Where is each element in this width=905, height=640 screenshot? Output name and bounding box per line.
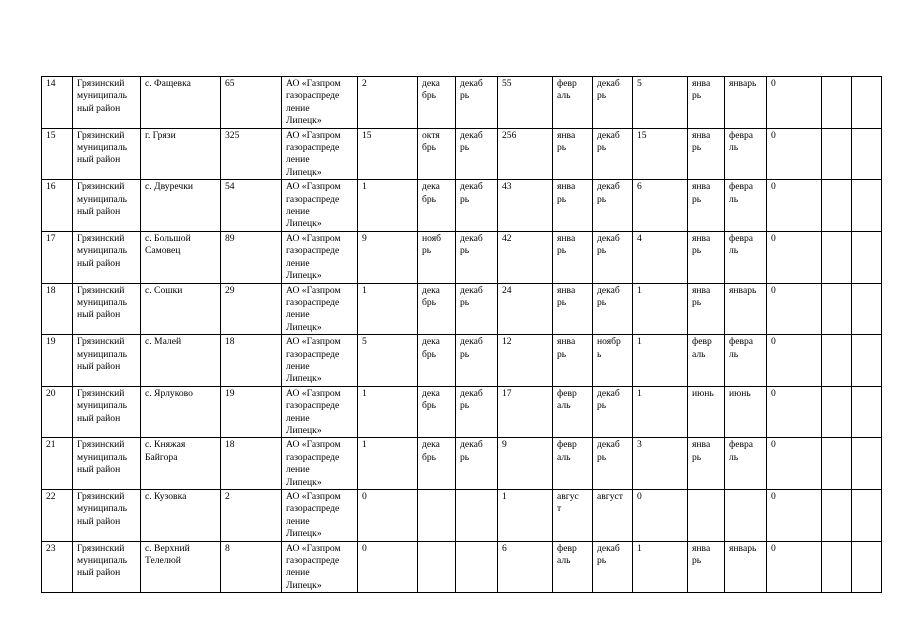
count-cell: 1 [358,283,418,335]
month-cell: янва рь [688,231,725,283]
month-cell [456,490,498,542]
empty-cell [852,490,882,542]
count-cell: 0 [767,490,822,542]
district-cell: Грязинский муниципаль ный район [73,541,141,593]
count-cell: 89 [221,231,282,283]
empty-cell [852,231,882,283]
count-cell: 3 [633,438,688,490]
organization-cell: АО «Газпром газораспреде ление Липецк» [282,231,358,283]
count-cell: 6 [633,180,688,232]
organization-cell: АО «Газпром газораспреде ление Липецк» [282,128,358,180]
organization-cell: АО «Газпром газораспреде ление Липецк» [282,438,358,490]
count-cell: 1 [498,490,553,542]
empty-cell [822,128,852,180]
locality-cell: с. Верхний Телелюй [141,541,221,593]
row-number-cell: 22 [42,490,73,542]
count-cell: 55 [498,77,553,129]
empty-cell [822,231,852,283]
month-cell: декаб рь [456,335,498,387]
month-cell: нояб рь [418,231,456,283]
locality-cell: с. Ярлуково [141,386,221,438]
count-cell: 1 [633,541,688,593]
count-cell: 54 [221,180,282,232]
empty-cell [852,541,882,593]
empty-cell [822,335,852,387]
count-cell: 9 [358,231,418,283]
month-cell: февра ль [725,335,767,387]
month-cell: декаб рь [456,180,498,232]
count-cell: 2 [221,490,282,542]
count-cell: 1 [633,386,688,438]
count-cell: 0 [767,541,822,593]
district-cell: Грязинский муниципаль ный район [73,283,141,335]
locality-cell: с. Фащевка [141,77,221,129]
table-row [42,335,882,387]
month-cell: янва рь [688,541,725,593]
locality-cell: с. Большой Самовец [141,231,221,283]
locality-cell: с. Княжая Байгора [141,438,221,490]
month-cell: янва рь [688,77,725,129]
row-number-cell: 23 [42,541,73,593]
row-number-cell: 16 [42,180,73,232]
month-cell: декаб рь [593,180,633,232]
organization-cell: АО «Газпром газораспреде ление Липецк» [282,541,358,593]
count-cell: 0 [767,231,822,283]
count-cell: 15 [633,128,688,180]
empty-cell [852,386,882,438]
count-cell: 0 [767,438,822,490]
count-cell: 5 [358,335,418,387]
month-cell: февра ль [725,438,767,490]
row-number-cell: 19 [42,335,73,387]
count-cell: 325 [221,128,282,180]
district-cell: Грязинский муниципаль ный район [73,490,141,542]
month-cell: декаб рь [593,386,633,438]
table-row [42,386,882,438]
empty-cell [852,77,882,129]
empty-cell [852,283,882,335]
count-cell: 2 [358,77,418,129]
month-cell: дека брь [418,386,456,438]
count-cell: 0 [767,283,822,335]
locality-cell: г. Грязи [141,128,221,180]
district-cell: Грязинский муниципаль ный район [73,231,141,283]
count-cell: 1 [633,335,688,387]
month-cell: январь [725,77,767,129]
table-row [42,283,882,335]
month-cell: дека брь [418,335,456,387]
locality-cell: с. Сошки [141,283,221,335]
month-cell: февр аль [553,541,593,593]
month-cell: декаб рь [456,128,498,180]
count-cell: 0 [633,490,688,542]
month-cell: октя брь [418,128,456,180]
month-cell: дека брь [418,283,456,335]
month-cell: декаб рь [456,438,498,490]
month-cell: февр аль [553,77,593,129]
month-cell: дека брь [418,77,456,129]
month-cell: янва рь [688,283,725,335]
district-cell: Грязинский муниципаль ный район [73,128,141,180]
month-cell: февр аль [553,438,593,490]
organization-cell: АО «Газпром газораспреде ление Липецк» [282,77,358,129]
district-cell: Грязинский муниципаль ный район [73,386,141,438]
count-cell: 5 [633,77,688,129]
count-cell: 1 [633,283,688,335]
table-row [42,438,882,490]
month-cell: авгус т [553,490,593,542]
table-row [42,128,882,180]
month-cell: январь [725,541,767,593]
month-cell: янва рь [688,180,725,232]
month-cell: декаб рь [593,231,633,283]
count-cell: 0 [767,335,822,387]
month-cell: декаб рь [456,231,498,283]
month-cell: дека брь [418,438,456,490]
count-cell: 29 [221,283,282,335]
month-cell: янва рь [553,180,593,232]
count-cell: 6 [498,541,553,593]
month-cell [688,490,725,542]
empty-cell [822,180,852,232]
count-cell: 18 [221,438,282,490]
month-cell: янва рь [553,128,593,180]
count-cell: 0 [767,386,822,438]
empty-cell [852,128,882,180]
empty-cell [852,438,882,490]
empty-cell [822,386,852,438]
month-cell: декаб рь [593,438,633,490]
count-cell: 0 [767,180,822,232]
row-number-cell: 17 [42,231,73,283]
count-cell: 65 [221,77,282,129]
count-cell: 1 [358,386,418,438]
month-cell: ноябр ь [593,335,633,387]
district-cell: Грязинский муниципаль ный район [73,180,141,232]
month-cell: янва рь [553,231,593,283]
month-cell [418,541,456,593]
empty-cell [852,335,882,387]
month-cell: декаб рь [456,283,498,335]
count-cell: 24 [498,283,553,335]
table-row [42,180,882,232]
gasification-table [41,76,882,593]
count-cell: 1 [358,438,418,490]
month-cell: август [593,490,633,542]
month-cell: февра ль [725,128,767,180]
month-cell: дека брь [418,180,456,232]
empty-cell [822,77,852,129]
month-cell: декаб рь [593,541,633,593]
table-row [42,231,882,283]
count-cell: 256 [498,128,553,180]
month-cell: июнь [725,386,767,438]
count-cell: 19 [221,386,282,438]
month-cell: декаб рь [593,77,633,129]
count-cell: 0 [358,541,418,593]
month-cell: декаб рь [456,77,498,129]
count-cell: 8 [221,541,282,593]
empty-cell [822,283,852,335]
month-cell: декаб рь [593,283,633,335]
count-cell: 42 [498,231,553,283]
organization-cell: АО «Газпром газораспреде ление Липецк» [282,283,358,335]
month-cell: июнь [688,386,725,438]
organization-cell: АО «Газпром газораспреде ление Липецк» [282,386,358,438]
month-cell [418,490,456,542]
month-cell: янва рь [688,128,725,180]
count-cell: 18 [221,335,282,387]
row-number-cell: 15 [42,128,73,180]
row-number-cell: 20 [42,386,73,438]
organization-cell: АО «Газпром газораспреде ление Липецк» [282,335,358,387]
table-row [42,77,882,129]
count-cell: 43 [498,180,553,232]
month-cell: февр аль [688,335,725,387]
month-cell [725,490,767,542]
table-row [42,490,882,542]
empty-cell [822,438,852,490]
empty-cell [822,490,852,542]
month-cell: декаб рь [593,128,633,180]
month-cell: декаб рь [456,386,498,438]
organization-cell: АО «Газпром газораспреде ление Липецк» [282,490,358,542]
locality-cell: с. Малей [141,335,221,387]
count-cell: 17 [498,386,553,438]
district-cell: Грязинский муниципаль ный район [73,77,141,129]
month-cell: февра ль [725,180,767,232]
table-row [42,541,882,593]
count-cell: 9 [498,438,553,490]
district-cell: Грязинский муниципаль ный район [73,335,141,387]
count-cell: 4 [633,231,688,283]
row-number-cell: 21 [42,438,73,490]
count-cell: 0 [767,77,822,129]
count-cell: 0 [767,128,822,180]
empty-cell [822,541,852,593]
month-cell: февра ль [725,231,767,283]
month-cell: январь [725,283,767,335]
row-number-cell: 18 [42,283,73,335]
count-cell: 1 [358,180,418,232]
count-cell: 0 [358,490,418,542]
month-cell: февр аль [553,386,593,438]
row-number-cell: 14 [42,77,73,129]
organization-cell: АО «Газпром газораспреде ление Липецк» [282,180,358,232]
count-cell: 15 [358,128,418,180]
district-cell: Грязинский муниципаль ный район [73,438,141,490]
locality-cell: с. Двуречки [141,180,221,232]
month-cell: янва рь [688,438,725,490]
month-cell [456,541,498,593]
month-cell: янва рь [553,335,593,387]
locality-cell: с. Кузовка [141,490,221,542]
count-cell: 12 [498,335,553,387]
empty-cell [852,180,882,232]
month-cell: янва рь [553,283,593,335]
